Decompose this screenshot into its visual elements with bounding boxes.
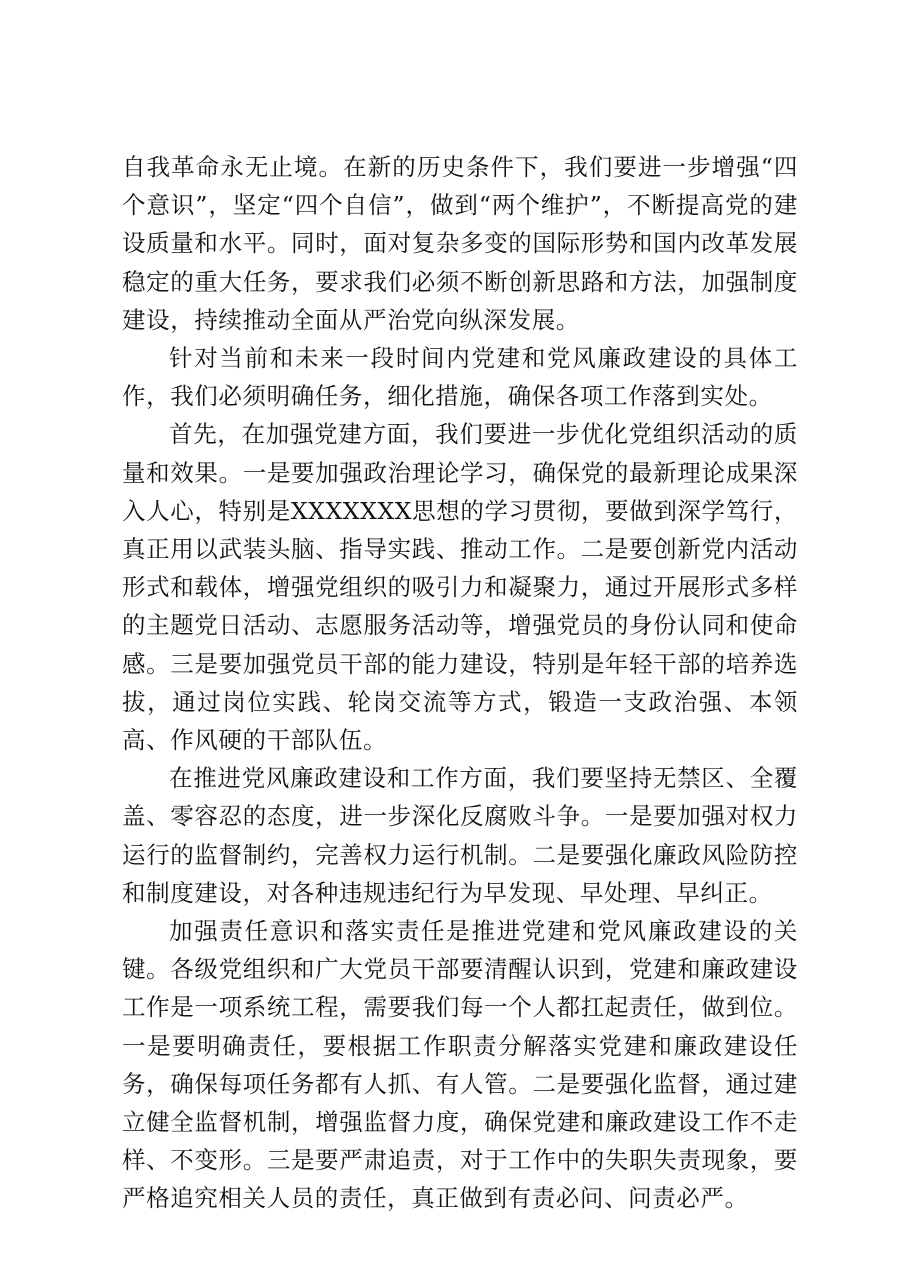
paragraph: 针对当前和未来一段时间内党建和党风廉政建设的具体工作，我们必须明确任务，细化措施，确保各项工作落到实处。 xyxy=(122,344,798,411)
paragraph: 在推进党风廉政建设和工作方面，我们要坚持无禁区、全覆盖、零容忍的态度，进一步深化反腐败斗争。一是要加强对权力运行的监督制约，完善权力运行机制。二是要强化廉政风险防控和制度建设，对各种违规违纪行为早发现、早处理、早纠正。 xyxy=(122,764,798,907)
paragraph: 首先，在加强党建方面，我们要进一步优化党组织活动的质量和效果。一是要加强政治理论学习，确保党的最新理论成果深入人心，特别是XXXXXXX思想的学习贯彻，要做到深学笃行，真正用以武装头脑、指导实践、推动工作。二是要创新党内活动形式和载体，增强党组织的吸引力和凝聚力，通过开展形式多样的主题党日活动、志愿服务活动等，增强党员的身份认同和使命感。三是要加强党员干部的能力建设，特别是年轻干部的培养选拔，通过岗位实践、轮岗交流等方式，锻造一支政治强、本领高、作风硬的干部队伍。 xyxy=(122,420,798,755)
paragraph-continuation: 自我革命永无止境。在新的历史条件下，我们要进一步增强“四个意识”，坚定“四个自信”，做到“两个维护”，不断提高党的建设质量和水平。同时，面对复杂多变的国际形势和国内改革发展稳定的重大任务，要求我们必须不断创新思路和方法，加强制度建设，持续推动全面从严治党向纵深发展。 xyxy=(122,153,798,334)
paragraph: 加强责任意识和落实责任是推进党建和党风廉政建设的关键。各级党组织和广大党员干部要清醒认识到，党建和廉政建设工作是一项系统工程，需要我们每一个人都扛起责任，做到位。一是要明确责任，要根据工作职责分解落实党建和廉政建设任务，确保每项任务都有人抓、有人管。二是要强化监督，通过建立健全监督机制，增强监督力度，确保党建和廉政建设工作不走样、不变形。三是要严肃追责，对于工作中的失职失责现象，要严格追究相关人员的责任，真正做到有责必问、问责必严。 xyxy=(122,917,798,1213)
document-body xyxy=(122,148,798,1218)
